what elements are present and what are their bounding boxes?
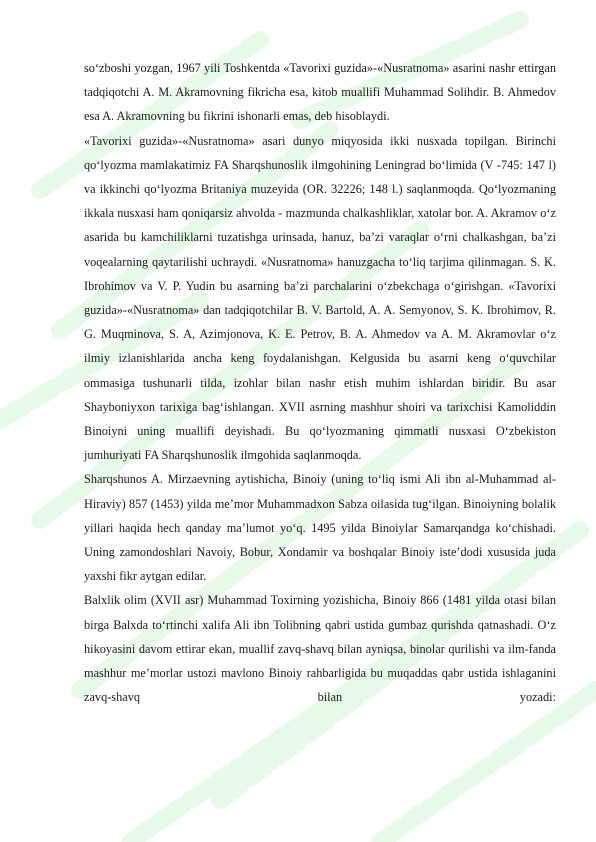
paragraph: «Tavorixi guzida»-«Nusratnoma» asari dunyo miqyosida ikki nusxada topilgan. Birinchi qo‘lyozma mamlakatimiz FA Sharqshunoslik ilmgohining Leningrad bo‘limida (V -745: 147 l) va ikkinchi qo‘lyozma Britaniya muzeyida (OR. 32226; 148 l.) saqlanmoqda. Qo‘lyozmaning ikkala nusxasi ham qoniqarsiz ahvolda - mazmunda chalkashliklar, xatolar bor. A. Akramov o‘z asarida bu kamchiliklarni tuzatishga urinsada, hanuz, ba’zi varaqlar o‘rni chalkashgan, ba’zi voqealarning qaytarilishi uchraydi. «Nusratnoma» hanuzgacha to‘liq tarjima qilinmagan. S. K. Ibrohimov va V. P. Yudin bu asarning ba’zi parchalarini o‘zbekchaga o‘girishgan. «Tavorixi guzida»-«Nusratnoma» dan tadqiqotchilar B. V. Bartold, A. A. Semyonov, S. K. Ibrohimov, R. G. Muqminova, S. A, Azimjonova, K. E. Petrov, B. A. Ahmedov va A. M. Akramovlar o‘z ilmiy izlanishlarida ancha keng foydalanishgan. Kelgusida bu asarni keng o‘quvchilar ommasiga tushunarli tilda, izohlar bilan nashr etish muhim ishlardan biridir. Bu asar Shayboniyxon tarixiga bag‘ishlangan. XVII asrning mashhur shoiri va tarixchisi Kamoliddin Binoiyni uning muallifi deyishadi. Bu qo‘lyozmaning qimmatli nusxasi O‘zbekiston jumhuriyati FA Sharqshunoslik ilmgohida saqlanmoqda. xyxy=(84,133,556,463)
watermark-stripe xyxy=(380,690,596,842)
paragraph: Balxlik olim (XVII asr) Muhammad Toxirning yozishicha, Binoiy 866 (1481 yilda otasi bilan birga Balxda to‘rtinchi xalifa Ali ibn Tolibning qabri ustida gumbaz qurishda qatnashadi. O‘z hikoyasini davom ettirar ekan, muallif zavq-shavq bilan ayniqsa, binolar qurilishi va ilm-fanda mashhur me’morlar ustozi mavlono Binoiy rahbarligida bu muqaddas qabr ustida ishlaganini zavq-shavq bilan yozadi: xyxy=(84,593,556,705)
paragraph: so‘zboshi yozgan, 1967 yili Toshkentda «Tavorixi guzida»-«Nusratnoma» asarini nashr ettirgan tadqiqotchi A. M. Akramovning fikricha esa, kitob muallifi Muhammad Solihdir. B. Ahmedov esa A. Akramovning bu fikrini ishonarli emas, deb hisoblaydi. xyxy=(84,61,556,124)
page-body xyxy=(84,56,556,709)
paragraph: Sharqshunos A. Mirzaevning aytishicha, Binoiy (uning to‘liq ismi Ali ibn al-Muhammad al-Hiraviy) 857 (1453) yilda me’mor Muhammadxon Sabza oilasida tug‘ilgan. Binoiyning bolalik yillari haqida hech qanday ma’lumot yo‘q. 1495 yilda Binoiylar Samarqandga ko‘chishadi. Uning zamondoshlari Navoiy, Bobur, Xondamir va boshqalar Binoiy iste’dodi xususida juda yaxshi fikr aytgan edilar. xyxy=(84,472,556,584)
